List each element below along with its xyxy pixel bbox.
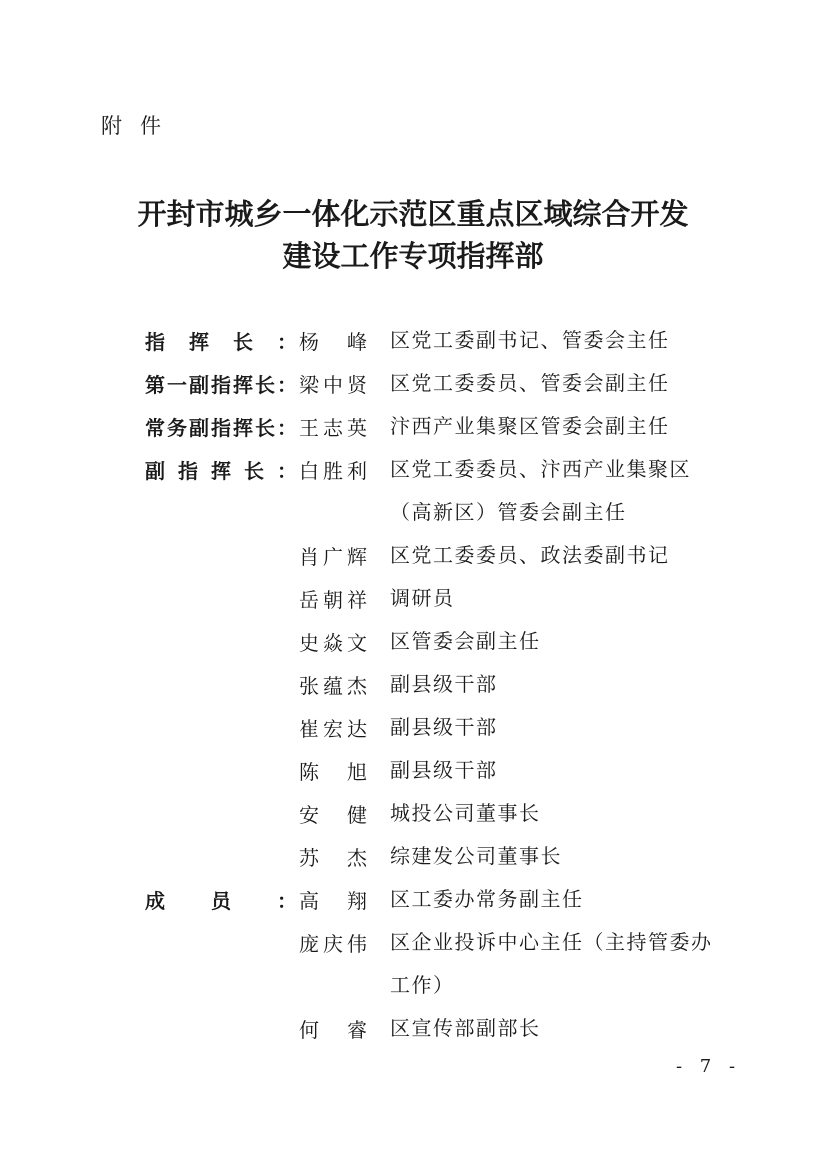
- roster-name: 肖 广 辉: [299, 544, 367, 569]
- roster-position: 城投公司董事长: [390, 801, 541, 825]
- roster-position: 区宣传部副部长: [390, 1016, 541, 1040]
- roster-role: 第 一 副 指 挥 长 ：: [145, 372, 297, 397]
- roster-position: 区企业投诉中心主任（主持管委办工作）: [390, 930, 713, 997]
- roster-name: 白 胜 利: [299, 458, 367, 483]
- roster-name: 安 健: [299, 802, 367, 827]
- roster-name: 岳 朝 祥: [299, 587, 367, 612]
- roster-position: 区党工委副书记、管委会主任: [390, 328, 670, 352]
- roster-role: 指 挥 长 ：: [145, 329, 297, 354]
- roster-position: 副县级干部: [390, 758, 498, 782]
- roster-position: 区管委会副主任: [390, 629, 541, 653]
- document-title-line-1: 开封市城乡一体化示范区重点区域综合开发: [137, 197, 689, 231]
- roster-name: 梁 中 贤: [299, 372, 367, 397]
- roster-role: 成 员 ：: [145, 888, 297, 913]
- page-number: - 7 -: [676, 1056, 742, 1077]
- roster-name: 史 焱 文: [299, 630, 367, 655]
- document-title-line-2: 建设工作专项指挥部: [282, 239, 544, 273]
- roster-name: 陈 旭: [299, 759, 367, 784]
- roster-role: 副 指 挥 长 ：: [145, 458, 297, 483]
- attachment-label: 附件: [101, 114, 179, 138]
- roster-position: 汴西产业集聚区管委会副主任: [390, 414, 670, 438]
- roster-name: 张 蕴 杰: [299, 673, 367, 698]
- roster-name: 杨 峰: [299, 329, 367, 354]
- roster-position: 区党工委委员、管委会副主任: [390, 371, 670, 395]
- roster-position: 副县级干部: [390, 672, 498, 696]
- roster-name: 王 志 英: [299, 415, 367, 440]
- roster-name: 苏 杰: [299, 845, 367, 870]
- roster-name: 庞 庆 伟: [299, 931, 367, 956]
- roster-name: 高 翔: [299, 888, 367, 913]
- roster-position: 区党工委委员、汴西产业集聚区（高新区）管委会副主任: [390, 457, 691, 524]
- roster-position: 调研员: [390, 586, 455, 610]
- roster-position: 副县级干部: [390, 715, 498, 739]
- roster-role: 常 务 副 指 挥 长 ：: [145, 415, 297, 440]
- roster-position: 区工委办常务副主任: [390, 887, 584, 911]
- roster-name: 崔 宏 达: [299, 716, 367, 741]
- roster-name: 何 睿: [299, 1017, 367, 1042]
- roster-position: 综建发公司董事长: [390, 844, 562, 868]
- roster-position: 区党工委委员、政法委副书记: [390, 543, 670, 567]
